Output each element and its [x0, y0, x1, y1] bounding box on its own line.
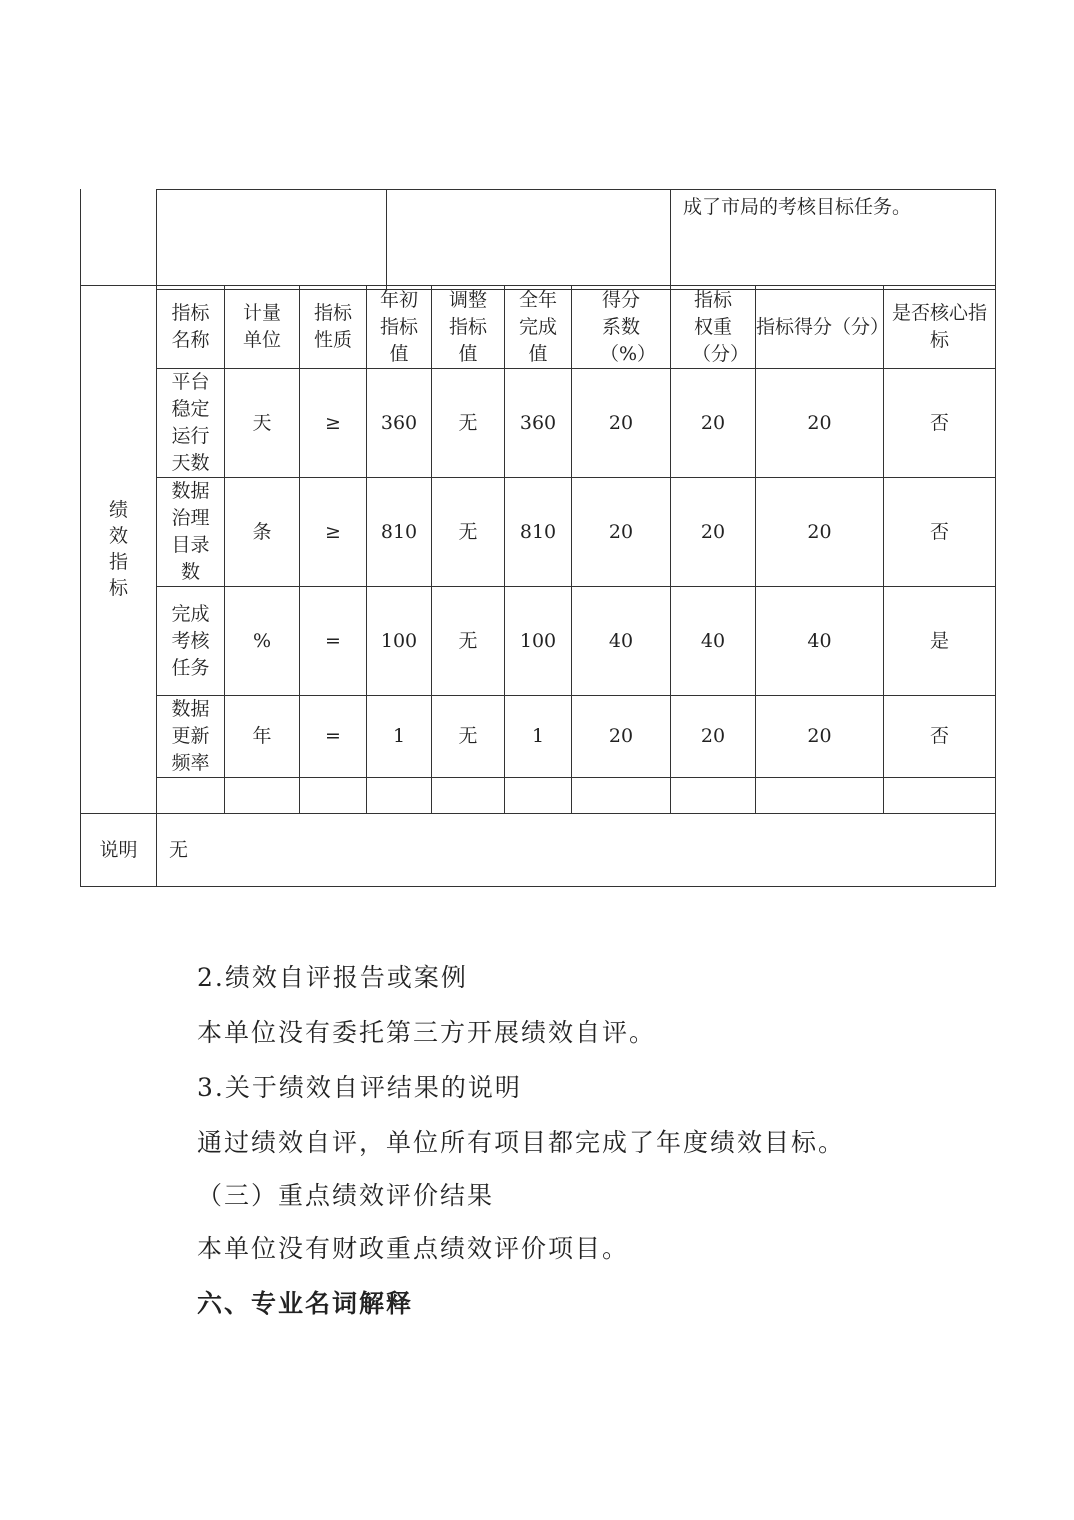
- table-cell: [367, 778, 432, 814]
- table-cell: 否: [884, 696, 996, 778]
- table-cell: 无: [432, 369, 505, 478]
- column-header: 年初指标值: [367, 286, 432, 369]
- table-cell: [157, 190, 387, 290]
- table-cell: 360: [367, 369, 432, 478]
- table-cell: 100: [367, 587, 432, 696]
- table-cell: 无: [432, 587, 505, 696]
- table-continuation-row: [156, 189, 996, 290]
- table-cell: [225, 778, 300, 814]
- table-cell: 1: [367, 696, 432, 778]
- table-cell: 无: [432, 478, 505, 587]
- table-cell: 成了市局的考核目标任务。: [671, 190, 996, 290]
- table-row: [81, 696, 996, 778]
- table-cell: 40: [671, 587, 756, 696]
- body-paragraph: 2.绩效自评报告或案例: [197, 963, 468, 992]
- table-cell: 810: [367, 478, 432, 587]
- column-header: 指标得分（分）: [756, 286, 884, 369]
- table-cell: 否: [884, 478, 996, 587]
- table-cell: 20: [756, 478, 884, 587]
- table-cell: %: [225, 587, 300, 696]
- column-header: 是否核心指标: [884, 286, 996, 369]
- table-cell: ≥: [300, 478, 367, 587]
- table-cell: [671, 778, 756, 814]
- table-cell: 条: [225, 478, 300, 587]
- table-cell: 360: [505, 369, 572, 478]
- table-cell: [505, 778, 572, 814]
- table-cell: 数据治理目录数: [157, 478, 225, 587]
- table-cell: 年: [225, 696, 300, 778]
- table-cell: 完成考核任务: [157, 587, 225, 696]
- table-cell: 是: [884, 587, 996, 696]
- section-label-cell: 绩效指标: [81, 286, 157, 814]
- table-cell: [300, 778, 367, 814]
- left-border-top: [80, 189, 81, 285]
- column-header: 全年完成值: [505, 286, 572, 369]
- performance-indicator-table: [80, 285, 996, 887]
- body-paragraph: 本单位没有委托第三方开展绩效自评。: [197, 1018, 657, 1047]
- table-cell: 40: [572, 587, 671, 696]
- column-header: 得分系数（%）: [572, 286, 671, 369]
- table-cell: 20: [671, 696, 756, 778]
- table-cell: 20: [756, 696, 884, 778]
- table-cell: 否: [884, 369, 996, 478]
- table-cell: 数据更新频率: [157, 696, 225, 778]
- column-header: 计量单位: [225, 286, 300, 369]
- body-paragraph: （三）重点绩效评价结果: [197, 1181, 495, 1210]
- table-cell: [756, 778, 884, 814]
- column-header: 调整指标值: [432, 286, 505, 369]
- table-cell: 无: [432, 696, 505, 778]
- table-cell: 平台稳定运行天数: [157, 369, 225, 478]
- column-header: 指标名称: [157, 286, 225, 369]
- table-cell: [572, 778, 671, 814]
- body-paragraph: 本单位没有财政重点绩效评价项目。: [197, 1234, 630, 1263]
- table-row-empty: [81, 778, 996, 814]
- table-cell: 1: [505, 696, 572, 778]
- table-cell: 20: [756, 369, 884, 478]
- table-cell: [432, 778, 505, 814]
- table-cell: =: [300, 587, 367, 696]
- table-row: [81, 369, 996, 478]
- table-cell: 20: [671, 478, 756, 587]
- body-paragraph: 3.关于绩效自评结果的说明: [197, 1073, 522, 1102]
- table-cell: [157, 778, 225, 814]
- section-heading: 六、专业名词解释: [197, 1289, 414, 1318]
- table-row: [81, 587, 996, 696]
- note-value-cell: 无: [157, 814, 996, 887]
- column-header: 指标性质: [300, 286, 367, 369]
- table-cell: [884, 778, 996, 814]
- column-header: 指标权重（分）: [671, 286, 756, 369]
- table-cell: 810: [505, 478, 572, 587]
- table-cell: 20: [572, 478, 671, 587]
- table-cell: 40: [756, 587, 884, 696]
- table-cell: [387, 190, 671, 290]
- table-cell: 20: [572, 696, 671, 778]
- table-cell: 天: [225, 369, 300, 478]
- body-paragraph: 通过绩效自评，单位所有项目都完成了年度绩效目标。: [197, 1128, 846, 1157]
- note-row: [81, 814, 996, 887]
- table-cell: 100: [505, 587, 572, 696]
- table-cell: ≥: [300, 369, 367, 478]
- table-row: [81, 478, 996, 587]
- table-cell: 20: [572, 369, 671, 478]
- table-cell: 20: [671, 369, 756, 478]
- note-label-cell: 说明: [81, 814, 157, 887]
- table-cell: =: [300, 696, 367, 778]
